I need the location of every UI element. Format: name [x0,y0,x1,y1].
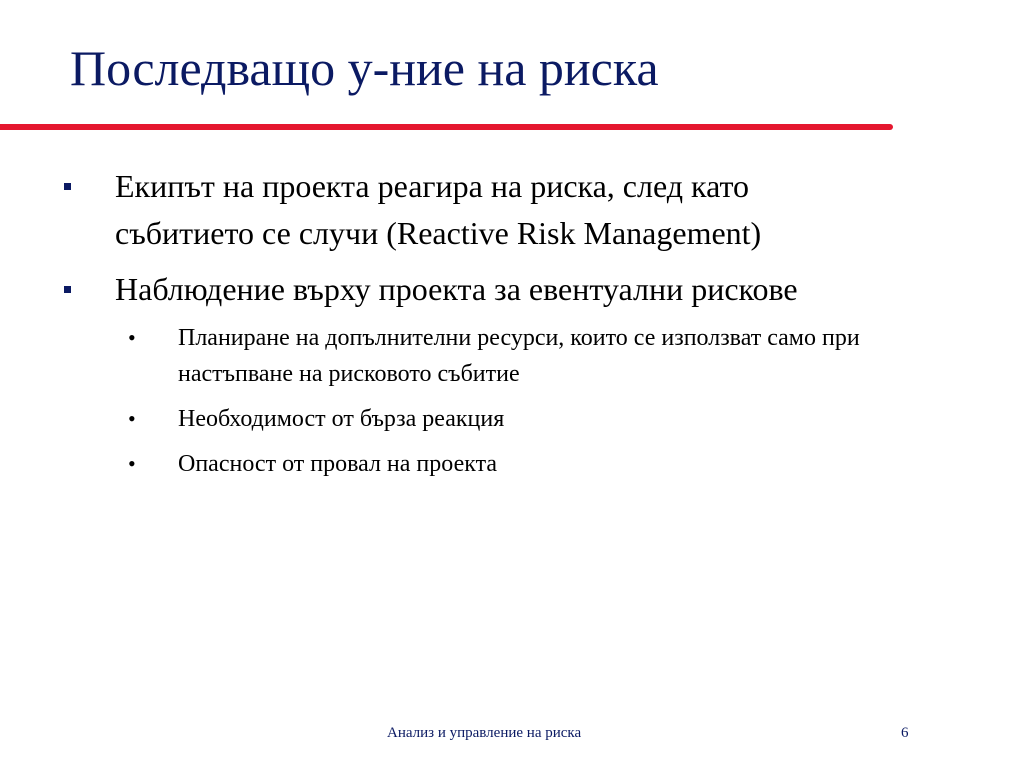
bullet-item [60,163,860,257]
square-bullet-icon [64,183,71,190]
dot-bullet-icon: • [128,325,136,350]
slide-content [60,163,860,491]
bullet-text: Екипът на проекта реагира на риска, след като събитието се случи (Reactive Risk Management) [115,168,762,251]
bullet-text: Наблюдение върху проекта за евентуални рискове [115,271,798,307]
slide-title: Последващо у-ние на риска [70,40,659,96]
sub-bullet-text: Планиране на допълнителни ресурси, които се използват само при настъпване на рисковото събитие [178,325,860,387]
sub-bullet-item [60,446,860,482]
dot-bullet-icon: • [128,451,136,476]
sub-bullet-text: Опасност от провал на проекта [178,451,497,477]
sub-bullet-list [60,320,860,482]
dot-bullet-icon: • [128,406,136,431]
square-bullet-icon [64,286,71,293]
sub-bullet-item [60,320,860,392]
sub-bullet-text: Необходимост от бърза реакция [178,406,505,432]
footer-text: Анализ и управление на риска [387,725,582,741]
sub-bullet-item [60,401,860,437]
title-underline [0,124,893,130]
bullet-item [60,266,860,313]
page-number: 6 [901,725,909,741]
